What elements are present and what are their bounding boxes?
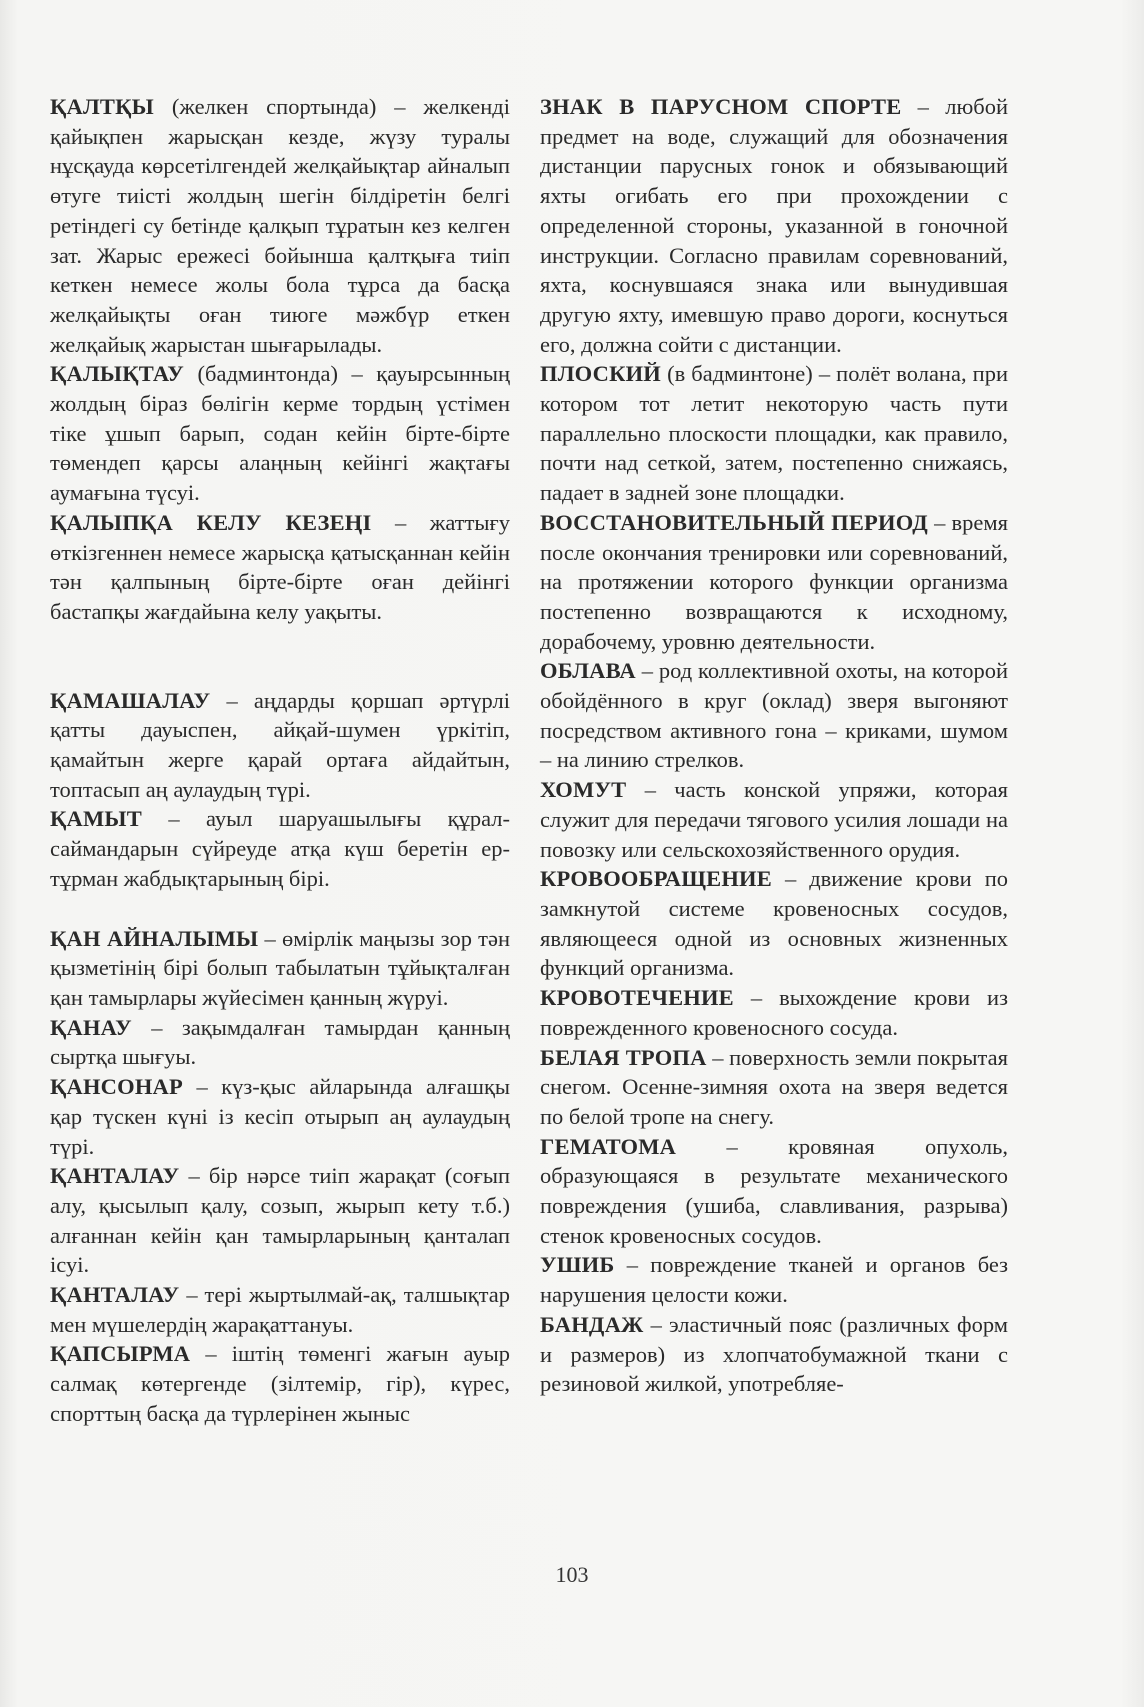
left-group-2 bbox=[50, 686, 510, 894]
entry-definition: – ауыл шаруашылығы құрал-саймандарын сүйреуде атқа күш беретін ер-тұрман жабдықтарының бірі. bbox=[50, 806, 510, 891]
dictionary-entry bbox=[50, 1280, 510, 1339]
entry-term: ҚАНАУ bbox=[50, 1014, 132, 1040]
dictionary-entry bbox=[540, 775, 1008, 864]
entry-definition: – движение крови по замкнутой системе кровеносных сосудов, являющееся одной из основных жизненных функций организма. bbox=[540, 866, 1008, 981]
entry-definition: – время после окончания тренировки или соревнований, на протяжении которого функции организма постепенно возвращаются к исходному, дорабочему, уровню деятельности. bbox=[540, 509, 1008, 654]
dictionary-entry bbox=[540, 656, 1008, 775]
entry-term: ХОМУТ bbox=[540, 777, 627, 803]
entry-term: БАНДАЖ bbox=[540, 1311, 644, 1337]
entry-definition: – любой предмет на воде, служащий для обозначения дистанции парусных гонок и обязывающий яхты огибать его при прохождении с определенной стороны, указанной в гоночной инструкции. Согласно правилам соревнований, яхта, коснувшаяся знака или вынудившая другую яхту, имевшую право дороги, коснуться его, должна сойти с дистанции. bbox=[540, 94, 1008, 357]
dictionary-entry bbox=[50, 1161, 510, 1280]
dictionary-entry bbox=[540, 359, 1008, 508]
dictionary-entry bbox=[540, 1250, 1008, 1309]
entry-term: ГЕМАТОМА bbox=[540, 1133, 677, 1159]
right-column bbox=[540, 92, 1008, 1399]
entry-definition: – аңдарды қоршап әртүрлі қатты дауыспен, айқай-шумен үркітіп, қамайтын жерге қарай ортаға айдайтын, топтасып аң аулаудың түрі. bbox=[50, 687, 510, 802]
dictionary-entry bbox=[540, 92, 1008, 359]
entry-definition: – жаттығу өткізгеннен немесе жарысқа қатысқаннан кейін тән қалпының бірте-бірте оған дейінгі бастапқы жағдайына келу уақыты. bbox=[50, 509, 511, 624]
dictionary-entry bbox=[50, 1013, 510, 1072]
entry-term: ҚАМЫТ bbox=[50, 806, 142, 832]
page-number: 103 bbox=[555, 1562, 589, 1587]
entry-term: ҚАМАШАЛАУ bbox=[50, 687, 211, 713]
dictionary-entry bbox=[50, 1072, 510, 1161]
entry-term: ПЛОСКИЙ bbox=[540, 361, 662, 387]
dictionary-entry bbox=[50, 924, 510, 1013]
entry-term: ҚАПСЫРМА bbox=[50, 1341, 191, 1367]
entry-definition: – іштің төменгі жағын ауыр салмақ көтергенде (зілтемір, гір), күрес, спорттың басқа да түрлерінен жыныс bbox=[50, 1341, 510, 1426]
entry-definition: – поверхность земли покрытая снегом. Осенне-зимняя охота на зверя ведется по белой тропе на снегу. bbox=[540, 1044, 1008, 1129]
left-group-3 bbox=[50, 924, 510, 1429]
dictionary-entry bbox=[540, 1132, 1008, 1251]
entry-definition: – зақымдалған тамырдан қанның сыртқа шығуы. bbox=[50, 1014, 510, 1070]
entry-definition: – повреждение тканей и органов без нарушения целости кожи. bbox=[540, 1252, 1008, 1308]
entry-term: ЗНАК В ПАРУСНОМ СПОРТЕ bbox=[540, 94, 902, 119]
section-gap bbox=[50, 894, 510, 924]
left-column bbox=[50, 92, 510, 1429]
left-group-1 bbox=[50, 92, 510, 627]
entry-definition: – өмірлік маңызы зор тән қызметінің бірі болып табылатын тұйықталған қан тамырлары жүйесімен қанның жүруі. bbox=[50, 925, 510, 1010]
entry-term: ҚАЛТҚЫ bbox=[50, 94, 154, 119]
entry-term: ОБЛАВА bbox=[540, 658, 636, 684]
entry-term: ҚАЛЫПҚА КЕЛУ КЕЗЕҢІ bbox=[50, 509, 372, 535]
dictionary-entry bbox=[540, 1310, 1008, 1399]
entry-term: БЕЛАЯ ТРОПА bbox=[540, 1044, 707, 1070]
entry-definition: – бір нәрсе тиіп жарақат (соғып алу, қысылып қалу, созып, жырып кету т.б.) алғаннан кейін қан тамырларының қанталап ісуі. bbox=[50, 1163, 510, 1278]
dictionary-entry bbox=[50, 359, 510, 508]
entry-definition: – часть конской упряжи, которая служит для передачи тягового усилия лошади на повозку или сельскохозяйственного орудия. bbox=[540, 777, 1008, 862]
entry-definition: – эластичный пояс (различных форм и размеров) из хлопчатобумажной ткани с резиновой жилкой, употребляе- bbox=[540, 1311, 1008, 1397]
entry-term: КРОВООБРАЩЕНИЕ bbox=[540, 866, 772, 892]
entry-term: ҚАН АЙНАЛЫМЫ bbox=[50, 925, 259, 951]
entry-term: ВОССТАНОВИТЕЛЬНЫЙ ПЕРИОД bbox=[540, 509, 928, 535]
entry-term: КРОВОТЕЧЕНИЕ bbox=[540, 985, 734, 1011]
dictionary-entry bbox=[50, 804, 510, 893]
entry-definition: (бадминтонда) – қауырсынның жолдың біраз бөлігін керме тордың үстімен тіке ұшып барып, содан кейін бірте-бірте төмендеп қарсы алаңның кейінгі жақтағы аумағына түсуі. bbox=[50, 361, 510, 506]
entry-definition: – тері жыртылмай-ақ, талшықтар мен мүшелердің жарақаттануы. bbox=[50, 1282, 510, 1337]
dictionary-entry bbox=[50, 686, 510, 805]
dictionary-entry bbox=[540, 983, 1008, 1042]
entry-definition: – кровяная опухоль, образующаяся в результате механического повреждения (ушиба, славливания, разрыва) стенок кровеносных сосудов. bbox=[540, 1133, 1008, 1248]
entry-definition: – род коллективной охоты, на которой обойдённого в круг (оклад) зверя выгоняют посредством активного гона – криками, шумом – на линию стрелков. bbox=[540, 658, 1008, 773]
dictionary-entry bbox=[540, 864, 1008, 983]
entry-term: ҚАНСОНАР bbox=[50, 1074, 183, 1100]
dictionary-entry bbox=[540, 508, 1008, 657]
dictionary-entry bbox=[50, 1339, 510, 1428]
entry-term: ҚАНТАЛАУ bbox=[50, 1163, 180, 1189]
dictionary-entry bbox=[50, 508, 510, 627]
entry-definition: (желкен спортында) – желкенді қайықпен жарысқан кезде, жүзу туралы нұсқауда көрсетілгендей желқайықтар айналып өтуге тиісті жолдың шегін білдіретін белгі ретіндегі су бетінде қалқып тұратын кез келген зат. Жарыс ережесі бойынша қалтқыға тиіп кеткен немесе жолы бола тұрса да басқа желқайықты оған тиюге мәжбүр еткен желқайық жарыстан шығарылады. bbox=[50, 94, 510, 357]
entry-definition: (в бадминтоне) – полёт волана, при котором тот летит некоторую часть пути параллельно плоскости площадки, как правило, почти над сеткой, затем, постепенно снижаясь, падает в задней зоне площадки. bbox=[540, 361, 1008, 506]
dictionary-entry bbox=[50, 92, 510, 359]
entry-definition: – күз-қыс айларында алғашқы қар түскен күні із кесіп отырып аң аулаудың түрі. bbox=[50, 1074, 510, 1159]
dictionary-entry bbox=[540, 1043, 1008, 1132]
section-gap bbox=[50, 627, 510, 686]
entry-term: ҚАНТАЛАУ bbox=[50, 1282, 180, 1308]
entry-term: ҚАЛЫҚТАУ bbox=[50, 361, 185, 387]
entry-definition: – выхождение крови из поврежденного кровеносного сосуда. bbox=[540, 985, 1008, 1040]
entry-term: УШИБ bbox=[540, 1252, 615, 1278]
